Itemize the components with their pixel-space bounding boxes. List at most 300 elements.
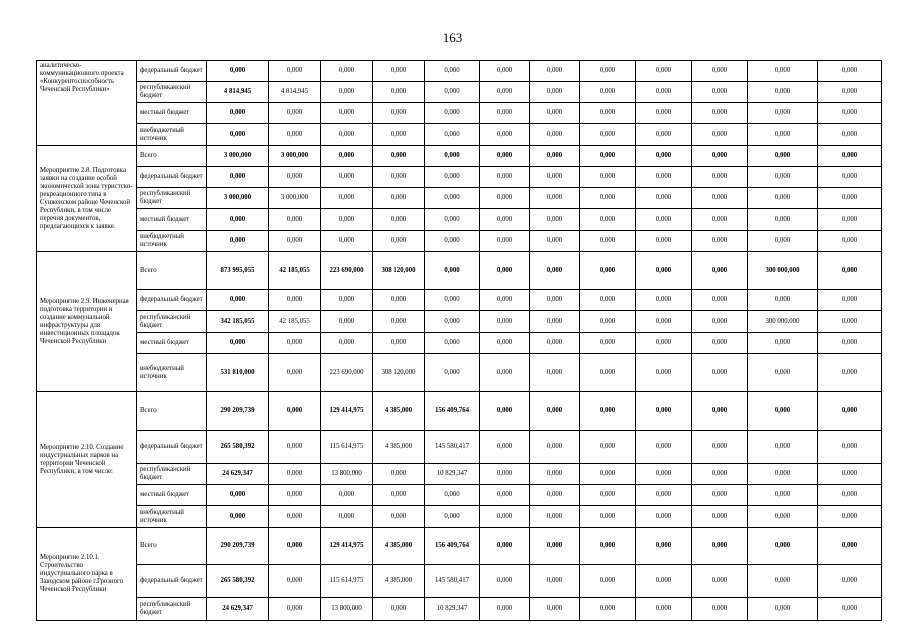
amount-cell: 308 120,000 — [373, 354, 425, 392]
amount-cell: 0,000 — [692, 431, 748, 464]
amount-cell: 0,000 — [748, 231, 818, 252]
amount-cell: 0,000 — [692, 61, 748, 82]
amount-cell: 0,000 — [748, 528, 818, 565]
funding-source-cell: местный бюджет — [137, 209, 207, 231]
amount-cell: 0,000 — [748, 485, 818, 506]
amount-cell: 0,000 — [530, 528, 580, 565]
amount-cell: 0,000 — [692, 354, 748, 392]
amount-cell: 0,000 — [580, 61, 636, 82]
amount-cell: 0,000 — [818, 392, 882, 431]
amount-cell: 0,000 — [530, 506, 580, 528]
amount-cell: 0,000 — [530, 231, 580, 252]
amount-cell: 4 385,000 — [373, 565, 425, 598]
amount-cell: 0,000 — [480, 146, 530, 167]
amount-cell: 0,000 — [373, 506, 425, 528]
amount-cell: 13 800,000 — [321, 464, 373, 485]
total-amount-cell: 873 995,055 — [207, 252, 269, 290]
amount-cell: 0,000 — [480, 188, 530, 209]
funding-source-cell: внебюджетный источник — [137, 124, 207, 146]
activity-name-cell: Мероприятие 2.10.1. Строительство индустриального парка в Заводском районе г.Грозного Чеченской Республики — [37, 528, 137, 621]
total-amount-cell: 0,000 — [207, 333, 269, 354]
amount-cell: 0,000 — [269, 506, 321, 528]
amount-cell: 223 690,000 — [321, 252, 373, 290]
amount-cell: 0,000 — [530, 146, 580, 167]
total-amount-cell: 0,000 — [207, 103, 269, 124]
amount-cell: 115 614,975 — [321, 431, 373, 464]
amount-cell: 0,000 — [748, 354, 818, 392]
amount-cell: 0,000 — [692, 290, 748, 311]
amount-cell: 0,000 — [480, 506, 530, 528]
amount-cell: 0,000 — [818, 61, 882, 82]
total-amount-cell: 24 629,347 — [207, 464, 269, 485]
amount-cell: 0,000 — [692, 167, 748, 188]
amount-cell: 0,000 — [636, 188, 692, 209]
amount-cell: 0,000 — [321, 506, 373, 528]
amount-cell: 0,000 — [748, 167, 818, 188]
amount-cell: 0,000 — [636, 252, 692, 290]
amount-cell: 42 185,055 — [269, 252, 321, 290]
amount-cell: 0,000 — [692, 252, 748, 290]
amount-cell: 0,000 — [818, 311, 882, 333]
amount-cell: 0,000 — [321, 167, 373, 188]
amount-cell: 0,000 — [373, 146, 425, 167]
amount-cell: 0,000 — [748, 392, 818, 431]
amount-cell: 0,000 — [580, 528, 636, 565]
amount-cell: 0,000 — [818, 485, 882, 506]
amount-cell: 0,000 — [818, 565, 882, 598]
funding-source-cell: местный бюджет — [137, 333, 207, 354]
amount-cell: 0,000 — [748, 61, 818, 82]
amount-cell: 0,000 — [321, 485, 373, 506]
amount-cell: 0,000 — [692, 506, 748, 528]
amount-cell: 0,000 — [580, 464, 636, 485]
table-row — [37, 290, 882, 311]
amount-cell: 0,000 — [530, 188, 580, 209]
amount-cell: 0,000 — [818, 82, 882, 103]
total-amount-cell: 265 580,392 — [207, 431, 269, 464]
amount-cell: 0,000 — [480, 392, 530, 431]
amount-cell: 145 580,417 — [425, 431, 480, 464]
amount-cell: 0,000 — [530, 565, 580, 598]
amount-cell: 0,000 — [818, 231, 882, 252]
funding-source-cell: республиканский бюджет — [137, 598, 207, 621]
amount-cell: 0,000 — [321, 311, 373, 333]
amount-cell: 0,000 — [373, 209, 425, 231]
amount-cell: 0,000 — [530, 464, 580, 485]
amount-cell: 129 414,975 — [321, 392, 373, 431]
amount-cell: 0,000 — [530, 82, 580, 103]
budget-table — [36, 60, 882, 621]
amount-cell: 0,000 — [636, 82, 692, 103]
amount-cell: 0,000 — [373, 188, 425, 209]
amount-cell: 0,000 — [580, 124, 636, 146]
amount-cell: 0,000 — [530, 252, 580, 290]
amount-cell: 0,000 — [321, 209, 373, 231]
table-row — [37, 252, 882, 290]
amount-cell: 0,000 — [692, 333, 748, 354]
amount-cell: 0,000 — [321, 103, 373, 124]
amount-cell: 0,000 — [530, 311, 580, 333]
amount-cell: 0,000 — [269, 61, 321, 82]
amount-cell: 0,000 — [692, 209, 748, 231]
table-row — [37, 528, 882, 565]
amount-cell: 0,000 — [321, 231, 373, 252]
amount-cell: 0,000 — [373, 464, 425, 485]
page-number: 163 — [442, 30, 463, 45]
total-amount-cell: 0,000 — [207, 209, 269, 231]
amount-cell: 0,000 — [748, 103, 818, 124]
activity-name-cell: Мероприятие 2.9. Инженерная подготовка территории и создание коммунальной инфраструктуры для инвестиционных площадок Чеченской Республики — [37, 252, 137, 392]
amount-cell: 0,000 — [321, 188, 373, 209]
amount-cell: 0,000 — [636, 209, 692, 231]
amount-cell: 0,000 — [321, 146, 373, 167]
amount-cell: 0,000 — [480, 82, 530, 103]
funding-source-cell: местный бюджет — [137, 485, 207, 506]
amount-cell: 0,000 — [580, 598, 636, 621]
amount-cell: 0,000 — [580, 431, 636, 464]
total-amount-cell: 0,000 — [207, 485, 269, 506]
total-amount-cell: 290 209,739 — [207, 528, 269, 565]
funding-source-cell: Всего — [137, 146, 207, 167]
amount-cell: 0,000 — [580, 231, 636, 252]
amount-cell: 0,000 — [692, 82, 748, 103]
amount-cell: 156 409,764 — [425, 392, 480, 431]
amount-cell: 0,000 — [530, 290, 580, 311]
amount-cell: 0,000 — [636, 103, 692, 124]
amount-cell: 0,000 — [818, 252, 882, 290]
amount-cell: 0,000 — [480, 333, 530, 354]
amount-cell: 10 829,347 — [425, 464, 480, 485]
total-amount-cell: 265 580,392 — [207, 565, 269, 598]
amount-cell: 0,000 — [425, 252, 480, 290]
amount-cell: 0,000 — [321, 61, 373, 82]
table-row — [37, 61, 882, 82]
total-amount-cell: 342 185,055 — [207, 311, 269, 333]
amount-cell: 0,000 — [580, 485, 636, 506]
table-row — [37, 485, 882, 506]
amount-cell: 0,000 — [818, 188, 882, 209]
amount-cell: 0,000 — [580, 565, 636, 598]
table-body — [37, 61, 882, 621]
amount-cell: 0,000 — [373, 333, 425, 354]
amount-cell: 0,000 — [692, 188, 748, 209]
amount-cell: 0,000 — [425, 311, 480, 333]
amount-cell: 0,000 — [373, 231, 425, 252]
amount-cell: 0,000 — [269, 333, 321, 354]
amount-cell: 0,000 — [480, 464, 530, 485]
amount-cell: 0,000 — [636, 333, 692, 354]
table-row — [37, 82, 882, 103]
amount-cell: 0,000 — [818, 431, 882, 464]
activity-name-cell: Мероприятие 2.8. Подготовка заявки на создание особой экономической зоны туристско-рекреационного типа в Сунженском районе Чеченской Республики, в том числе перечня документов, предлагающихся к заявке. — [37, 146, 137, 252]
funding-source-cell: внебюджетный источник — [137, 506, 207, 528]
amount-cell: 0,000 — [321, 290, 373, 311]
amount-cell: 0,000 — [530, 485, 580, 506]
amount-cell: 0,000 — [425, 124, 480, 146]
amount-cell: 0,000 — [530, 103, 580, 124]
amount-cell: 0,000 — [425, 103, 480, 124]
amount-cell: 0,000 — [425, 506, 480, 528]
amount-cell: 0,000 — [530, 61, 580, 82]
amount-cell: 0,000 — [373, 485, 425, 506]
amount-cell: 0,000 — [269, 598, 321, 621]
amount-cell: 0,000 — [748, 565, 818, 598]
amount-cell: 0,000 — [748, 188, 818, 209]
funding-source-cell: внебюджетный источник — [137, 231, 207, 252]
amount-cell: 0,000 — [321, 333, 373, 354]
amount-cell: 0,000 — [480, 565, 530, 598]
amount-cell: 0,000 — [269, 485, 321, 506]
table-row — [37, 188, 882, 209]
amount-cell: 0,000 — [425, 188, 480, 209]
amount-cell: 0,000 — [748, 333, 818, 354]
funding-source-cell: местный бюджет — [137, 103, 207, 124]
amount-cell: 0,000 — [636, 464, 692, 485]
amount-cell: 4 385,000 — [373, 431, 425, 464]
amount-cell: 0,000 — [818, 167, 882, 188]
amount-cell: 4 814,945 — [269, 82, 321, 103]
amount-cell: 0,000 — [818, 333, 882, 354]
amount-cell: 156 409,764 — [425, 528, 480, 565]
amount-cell: 0,000 — [692, 464, 748, 485]
amount-cell: 0,000 — [818, 124, 882, 146]
amount-cell: 0,000 — [425, 485, 480, 506]
amount-cell: 0,000 — [269, 354, 321, 392]
amount-cell: 0,000 — [636, 146, 692, 167]
amount-cell: 0,000 — [580, 290, 636, 311]
amount-cell: 0,000 — [636, 431, 692, 464]
total-amount-cell: 0,000 — [207, 61, 269, 82]
amount-cell: 0,000 — [636, 485, 692, 506]
funding-source-cell: республиканский бюджет — [137, 464, 207, 485]
amount-cell: 0,000 — [818, 290, 882, 311]
amount-cell: 4 385,000 — [373, 392, 425, 431]
amount-cell: 0,000 — [425, 231, 480, 252]
amount-cell: 0,000 — [580, 506, 636, 528]
total-amount-cell: 24 629,347 — [207, 598, 269, 621]
amount-cell: 0,000 — [480, 167, 530, 188]
amount-cell: 300 000,000 — [748, 252, 818, 290]
amount-cell: 0,000 — [269, 392, 321, 431]
amount-cell: 0,000 — [480, 598, 530, 621]
amount-cell: 0,000 — [580, 146, 636, 167]
total-amount-cell: 0,000 — [207, 506, 269, 528]
amount-cell: 0,000 — [818, 528, 882, 565]
total-amount-cell: 3 000,000 — [207, 146, 269, 167]
amount-cell: 0,000 — [692, 598, 748, 621]
amount-cell: 0,000 — [636, 311, 692, 333]
amount-cell: 0,000 — [580, 354, 636, 392]
amount-cell: 0,000 — [269, 431, 321, 464]
amount-cell: 0,000 — [692, 124, 748, 146]
amount-cell: 0,000 — [818, 506, 882, 528]
amount-cell: 115 614,975 — [321, 565, 373, 598]
funding-source-cell: республиканский бюджет — [137, 188, 207, 209]
amount-cell: 145 580,417 — [425, 565, 480, 598]
amount-cell: 129 414,975 — [321, 528, 373, 565]
amount-cell: 0,000 — [425, 290, 480, 311]
table-row — [37, 167, 882, 188]
amount-cell: 0,000 — [748, 464, 818, 485]
amount-cell: 0,000 — [373, 598, 425, 621]
amount-cell: 0,000 — [818, 103, 882, 124]
amount-cell: 0,000 — [269, 565, 321, 598]
amount-cell: 0,000 — [480, 61, 530, 82]
amount-cell: 0,000 — [480, 528, 530, 565]
amount-cell: 0,000 — [530, 354, 580, 392]
amount-cell: 0,000 — [580, 82, 636, 103]
table-row — [37, 392, 882, 431]
amount-cell: 0,000 — [580, 103, 636, 124]
table-row — [37, 124, 882, 146]
amount-cell: 0,000 — [480, 124, 530, 146]
amount-cell: 0,000 — [480, 103, 530, 124]
funding-source-cell: внебюджетный источник — [137, 354, 207, 392]
funding-source-cell: федеральный бюджет — [137, 431, 207, 464]
amount-cell: 0,000 — [480, 231, 530, 252]
amount-cell: 0,000 — [636, 392, 692, 431]
amount-cell: 0,000 — [425, 333, 480, 354]
amount-cell: 0,000 — [748, 209, 818, 231]
amount-cell: 0,000 — [692, 392, 748, 431]
amount-cell: 0,000 — [480, 311, 530, 333]
funding-source-cell: федеральный бюджет — [137, 290, 207, 311]
amount-cell: 0,000 — [818, 464, 882, 485]
amount-cell: 0,000 — [636, 354, 692, 392]
amount-cell: 0,000 — [818, 598, 882, 621]
amount-cell: 0,000 — [480, 209, 530, 231]
amount-cell: 0,000 — [480, 290, 530, 311]
activity-name-cell: Мероприятие 2.10. Создание индустриальных парков на территории Чеченской Республики, в том числе: — [37, 392, 137, 528]
amount-cell: 0,000 — [692, 528, 748, 565]
amount-cell: 0,000 — [580, 392, 636, 431]
amount-cell: 0,000 — [692, 565, 748, 598]
amount-cell: 0,000 — [580, 167, 636, 188]
amount-cell: 13 800,000 — [321, 598, 373, 621]
total-amount-cell: 3 000,000 — [207, 188, 269, 209]
amount-cell: 0,000 — [373, 103, 425, 124]
amount-cell: 0,000 — [480, 354, 530, 392]
amount-cell: 0,000 — [373, 124, 425, 146]
table-row — [37, 146, 882, 167]
amount-cell: 0,000 — [530, 431, 580, 464]
amount-cell: 0,000 — [530, 167, 580, 188]
amount-cell: 0,000 — [748, 598, 818, 621]
amount-cell: 0,000 — [748, 124, 818, 146]
amount-cell: 0,000 — [373, 311, 425, 333]
table-row — [37, 565, 882, 598]
funding-source-cell: федеральный бюджет — [137, 565, 207, 598]
amount-cell: 0,000 — [269, 103, 321, 124]
amount-cell: 0,000 — [636, 167, 692, 188]
amount-cell: 0,000 — [636, 565, 692, 598]
table-row — [37, 311, 882, 333]
amount-cell: 0,000 — [425, 167, 480, 188]
amount-cell: 0,000 — [636, 506, 692, 528]
amount-cell: 0,000 — [269, 167, 321, 188]
amount-cell: 0,000 — [636, 528, 692, 565]
amount-cell: 42 185,055 — [269, 311, 321, 333]
amount-cell: 0,000 — [425, 82, 480, 103]
table-row — [37, 333, 882, 354]
amount-cell: 0,000 — [321, 82, 373, 103]
amount-cell: 3 000,000 — [269, 146, 321, 167]
total-amount-cell: 0,000 — [207, 231, 269, 252]
amount-cell: 0,000 — [425, 354, 480, 392]
amount-cell: 0,000 — [269, 528, 321, 565]
total-amount-cell: 531 810,000 — [207, 354, 269, 392]
table-row — [37, 506, 882, 528]
amount-cell: 0,000 — [748, 82, 818, 103]
amount-cell: 0,000 — [636, 598, 692, 621]
amount-cell: 0,000 — [692, 146, 748, 167]
amount-cell: 0,000 — [269, 231, 321, 252]
amount-cell: 0,000 — [692, 103, 748, 124]
amount-cell: 0,000 — [748, 290, 818, 311]
amount-cell: 0,000 — [425, 146, 480, 167]
amount-cell: 0,000 — [580, 252, 636, 290]
amount-cell: 0,000 — [530, 392, 580, 431]
amount-cell: 0,000 — [269, 290, 321, 311]
funding-source-cell: федеральный бюджет — [137, 61, 207, 82]
amount-cell: 0,000 — [580, 311, 636, 333]
amount-cell: 0,000 — [818, 146, 882, 167]
amount-cell: 0,000 — [530, 209, 580, 231]
amount-cell: 0,000 — [580, 209, 636, 231]
table-row — [37, 598, 882, 621]
table-row — [37, 431, 882, 464]
amount-cell: 3 000,000 — [269, 188, 321, 209]
table-row — [37, 103, 882, 124]
amount-cell: 0,000 — [818, 209, 882, 231]
amount-cell: 0,000 — [636, 290, 692, 311]
amount-cell: 0,000 — [580, 333, 636, 354]
total-amount-cell: 290 209,739 — [207, 392, 269, 431]
funding-source-cell: республиканский бюджет — [137, 82, 207, 103]
amount-cell: 0,000 — [530, 333, 580, 354]
amount-cell: 0,000 — [530, 598, 580, 621]
amount-cell: 4 385,000 — [373, 528, 425, 565]
amount-cell: 0,000 — [748, 146, 818, 167]
amount-cell: 0,000 — [748, 506, 818, 528]
amount-cell: 0,000 — [692, 311, 748, 333]
funding-source-cell: Всего — [137, 252, 207, 290]
table-row — [37, 231, 882, 252]
amount-cell: 0,000 — [692, 485, 748, 506]
table-row — [37, 209, 882, 231]
amount-cell: 308 120,000 — [373, 252, 425, 290]
amount-cell: 0,000 — [373, 61, 425, 82]
amount-cell: 0,000 — [636, 231, 692, 252]
amount-cell: 0,000 — [480, 485, 530, 506]
total-amount-cell: 0,000 — [207, 290, 269, 311]
amount-cell: 0,000 — [580, 188, 636, 209]
amount-cell: 300 000,000 — [748, 311, 818, 333]
amount-cell: 0,000 — [425, 61, 480, 82]
amount-cell: 0,000 — [480, 431, 530, 464]
funding-source-cell: республиканский бюджет — [137, 311, 207, 333]
funding-source-cell: Всего — [137, 392, 207, 431]
amount-cell: 0,000 — [269, 464, 321, 485]
amount-cell: 0,000 — [373, 167, 425, 188]
amount-cell: 0,000 — [373, 82, 425, 103]
funding-source-cell: Всего — [137, 528, 207, 565]
funding-source-cell: федеральный бюджет — [137, 167, 207, 188]
amount-cell: 0,000 — [818, 354, 882, 392]
total-amount-cell: 4 814,945 — [207, 82, 269, 103]
amount-cell: 10 829,347 — [425, 598, 480, 621]
amount-cell: 0,000 — [269, 209, 321, 231]
